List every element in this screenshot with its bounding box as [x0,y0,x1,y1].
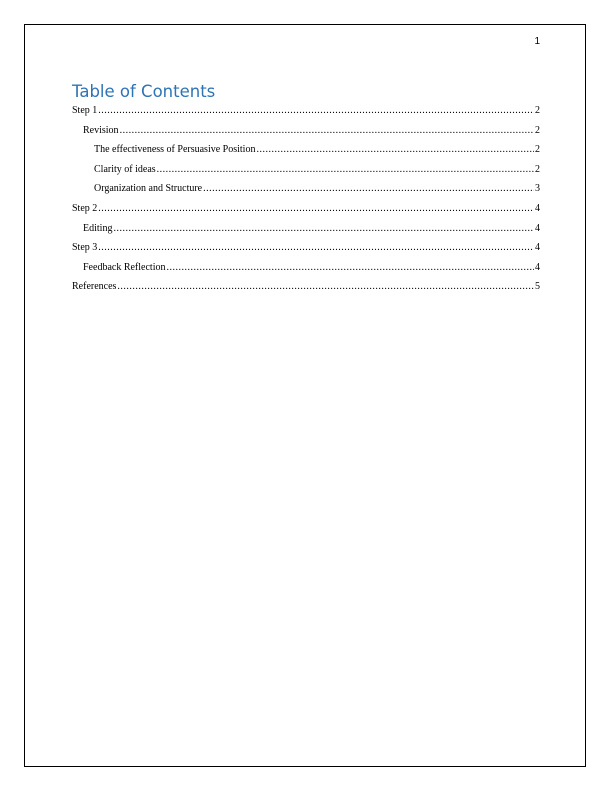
toc-entry-editing[interactable] [72,221,540,241]
toc-dot-leader [120,123,534,138]
page-number: 1 [534,36,540,47]
toc-dot-leader [203,181,534,196]
toc-entry-page: 2 [535,124,540,136]
toc-entry-label: Organization and Structure [94,183,203,195]
toc-entry-label: The effectiveness of Persuasive Position [94,144,256,156]
toc-entry-step-3[interactable] [72,240,540,260]
toc-entry-organization-structure[interactable] [72,181,540,201]
toc-entry-persuasive-position[interactable] [72,142,540,162]
toc-dot-leader [98,201,534,216]
toc-dot-leader [98,240,534,255]
toc-dot-leader [113,221,534,236]
toc-dot-leader [98,103,534,118]
toc-dot-leader [166,260,534,275]
toc-entry-label: Step 3 [72,242,98,254]
toc-entry-step-1[interactable] [72,103,540,123]
toc-entry-page: 2 [535,144,540,156]
toc-entry-references[interactable] [72,279,540,299]
toc-entry-page: 4 [535,242,540,254]
toc-entry-page: 4 [535,202,540,214]
toc-entry-label: References [72,281,117,293]
toc-entry-page: 3 [535,183,540,195]
toc-entry-step-2[interactable] [72,201,540,221]
toc-entry-label: Step 2 [72,202,98,214]
toc-entry-page: 2 [535,105,540,116]
toc-entry-clarity-of-ideas[interactable] [72,162,540,182]
toc-entry-page: 2 [535,163,540,175]
toc-entry-page: 4 [535,222,540,234]
toc-title: Table of Contents [72,82,216,101]
toc-list [72,103,540,299]
toc-entry-feedback-reflection[interactable] [72,260,540,280]
toc-dot-leader [117,279,534,294]
toc-entry-label: Revision [83,124,119,136]
toc-dot-leader [157,162,534,177]
toc-entry-label: Editing [83,222,113,234]
toc-dot-leader [256,142,534,157]
toc-entry-revision[interactable] [72,123,540,143]
toc-entry-page: 4 [535,261,540,273]
toc-entry-label: Feedback Reflection [83,261,166,273]
toc-entry-label: Step 1 [72,105,98,116]
toc-entry-page: 5 [535,281,540,293]
toc-entry-label: Clarity of ideas [94,163,156,175]
